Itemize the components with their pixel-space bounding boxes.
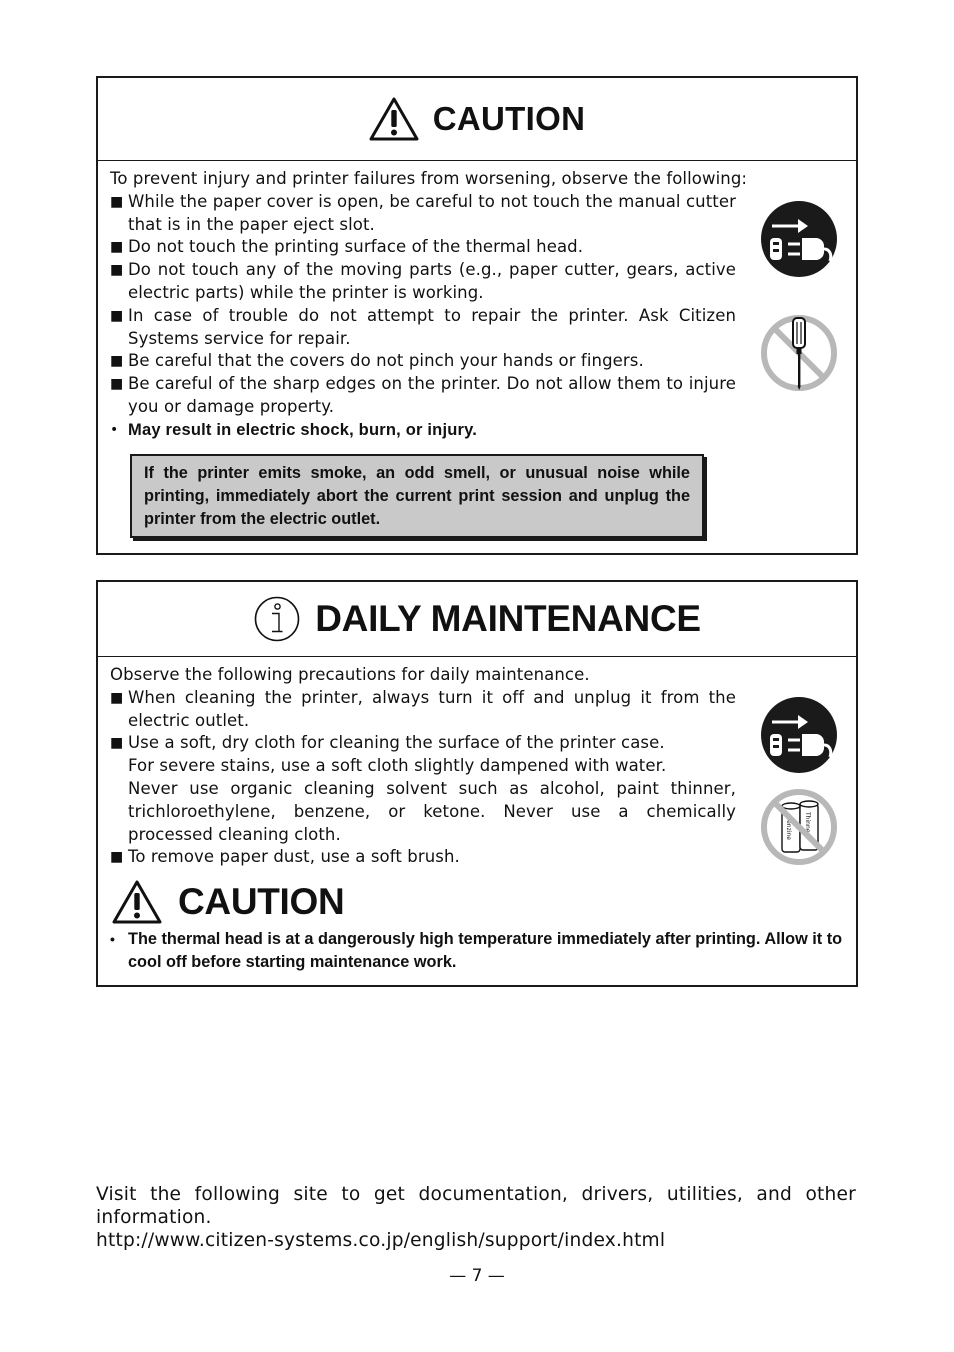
page-number: — 7 — [449, 1266, 505, 1286]
unplug-icon [760, 200, 838, 278]
maintenance-intro: Observe the following precautions for daily maintenance. [110, 665, 590, 684]
square-bullet-icon: ■ [110, 376, 124, 393]
list-item: ■ When cleaning the printer, always turn it off and unplug it from the electric outlet. [110, 687, 736, 730]
square-bullet-icon: ■ [110, 262, 124, 279]
square-bullet-icon: ■ [110, 307, 124, 324]
unplug-icon [760, 696, 838, 774]
square-bullet-icon: ■ [110, 353, 124, 370]
list-item: ■ Do not touch the printing surface of the thermal head. [110, 236, 736, 259]
square-bullet-icon: ■ [110, 239, 124, 256]
list-item: ■ While the paper cover is open, be careful to not touch the manual cutter that is in the paper eject slot. [110, 191, 736, 234]
caution-title: CAUTION [432, 100, 586, 137]
caution-box [96, 76, 858, 555]
round-bullet-icon: • [110, 931, 115, 947]
square-bullet-icon: ■ [110, 193, 124, 210]
list-item: ■ In case of trouble do not attempt to repair the printer. Ask Citizen Systems service for repair. [110, 305, 736, 348]
caution-header [98, 78, 856, 161]
list-item-continuation: Never use organic cleaning solvent such as alcohol, paint thinner, trichloroethylene, benzene, or ketone. Never use a chemically processed cleaning cloth. [128, 778, 736, 844]
square-bullet-icon: ■ [110, 689, 124, 706]
maintenance-caution-header [112, 880, 344, 924]
support-info [96, 1183, 856, 1252]
thermal-head-warning: • The thermal head is at a dangerously high temperature immediately after printing. Allow it to cool off before starting maintenance work. [110, 930, 843, 971]
maintenance-content [110, 664, 736, 869]
list-item: ■ Do not touch any of the moving parts (e.g., paper cutter, gears, active electric parts) while the printer is working. [110, 260, 736, 302]
maintenance-caution-title: CAUTION [178, 881, 345, 922]
maintenance-title: DAILY MAINTENANCE [315, 598, 701, 639]
info-icon [253, 595, 301, 643]
warning-triangle-icon [369, 97, 419, 141]
can-label: Benzine [785, 816, 792, 840]
can-label: Thinner [804, 812, 811, 835]
caution-warning: May result in electric shock, burn, or injury. [128, 420, 478, 439]
list-item-continuation: For severe stains, use a soft cloth slightly dampened with water. [128, 756, 667, 776]
round-bullet-icon: • [110, 421, 119, 438]
list-item: ■ To remove paper dust, use a soft brush. [110, 846, 736, 869]
square-bullet-icon: ■ [110, 849, 124, 866]
smoke-warning-box: If the printer emits smoke, an odd smell, or unusual noise while printing, immediately abort the current print session and unplug the printer from the electric outlet. [130, 454, 704, 538]
maintenance-box [96, 580, 858, 987]
list-item [110, 419, 736, 442]
maintenance-header [98, 582, 856, 657]
list-item: ■ Be careful that the covers do not pinch your hands or fingers. [110, 350, 736, 373]
no-solvent-icon [760, 788, 838, 866]
square-bullet-icon: ■ [110, 735, 124, 752]
list-item: ■ Be careful of the sharp edges on the printer. Do not allow them to injure you or damage property. [110, 374, 736, 416]
warning-triangle-icon [112, 880, 162, 924]
caution-intro: To prevent injury and printer failures from worsening, observe the following: [110, 169, 748, 188]
support-text: Visit the following site to get documentation, drivers, utilities, and other information. [96, 1184, 856, 1228]
support-url-link[interactable]: http://www.citizen-systems.co.jp/english/support/index.html [96, 1230, 666, 1251]
list-item: ■ Use a soft, dry cloth for cleaning the surface of the printer case. [110, 732, 736, 755]
caution-content [110, 168, 748, 442]
no-screwdriver-icon [760, 314, 838, 392]
